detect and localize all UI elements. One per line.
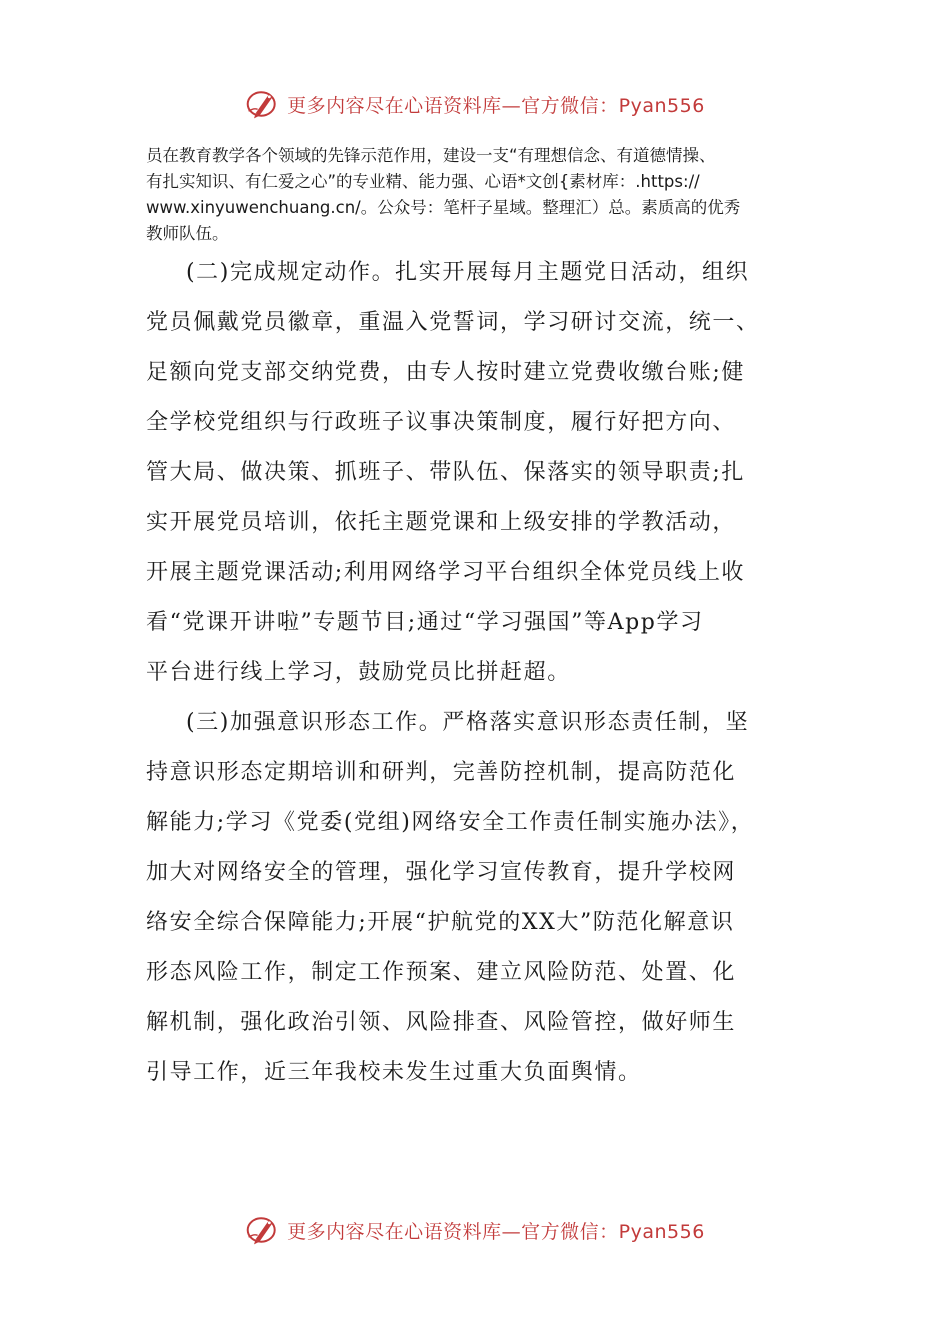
paragraph-line: (三)加强意识形态工作。严格落实意识形态责任制，坚 — [186, 710, 750, 735]
paragraph-line: 形态风险工作，制定工作预案、建立风险防范、处置、化 — [146, 960, 737, 985]
paragraph-line: 开展主题党课活动;利用网络学习平台组织全体党员线上收 — [146, 560, 746, 585]
paragraph-line: 加大对网络安全的管理，强化学习宣传教育，提升学校网 — [146, 860, 737, 885]
paragraph-line: 络安全综合保障能力;开展“护航党的XX大”防范化解意识 — [146, 910, 735, 935]
intro-line: 教师队伍。 — [146, 224, 229, 243]
paragraph-line: 解能力;学习《党委(党组)网络安全工作责任制实施办法》， — [146, 810, 755, 835]
paragraph-line: (二)完成规定动作。扎实开展每月主题党日活动，组织 — [186, 260, 750, 285]
section-3-paragraph — [146, 698, 826, 1098]
paragraph-line: 实开展党员培训，依托主题党课和上级安排的学教活动， — [146, 510, 737, 535]
banner-text: 更多内容尽在心语资料库—官方微信：Pyan556 — [287, 94, 705, 117]
header-banner — [0, 84, 950, 124]
paragraph-line: 全学校党组织与行政班子议事决策制度，履行好把方向、 — [146, 410, 737, 435]
pen-nib-logo-icon — [245, 86, 281, 122]
wechat-handle: Pyan556 — [618, 94, 705, 117]
paragraph-line: 看“党课开讲啦”专题节目;通过“学习强国”等App学习 — [146, 610, 704, 635]
paragraph-line: 引导工作，近三年我校未发生过重大负面舆情。 — [146, 1060, 642, 1085]
paragraph-line: 解机制，强化政治引领、风险排查、风险管控，做好师生 — [146, 1010, 737, 1035]
banner-text: 更多内容尽在心语资料库—官方微信：Pyan556 — [287, 1220, 705, 1243]
paragraph-line: 持意识形态定期培训和研判，完善防控机制，提高防范化 — [146, 760, 737, 785]
footer-banner — [0, 1210, 950, 1250]
intro-line: www.xinyuwenchuang.cn/。公众号：笔杆子星域。整理汇）总。素质高的优秀 — [146, 198, 741, 217]
intro-paragraph — [146, 143, 816, 247]
intro-line: 有扎实知识、有仁爱之心”的专业精、能力强、心语*文创{素材库：.https:// — [146, 172, 700, 191]
wechat-handle: Pyan556 — [618, 1220, 705, 1243]
paragraph-line: 党员佩戴党员徽章，重温入党誓词，学习研讨交流，统一、 — [146, 310, 760, 335]
section-2-paragraph — [146, 248, 826, 698]
paragraph-line: 平台进行线上学习，鼓励党员比拼赶超。 — [146, 660, 571, 685]
paragraph-line: 足额向党支部交纳党费，由专人按时建立党费收缴台账;健 — [146, 360, 746, 385]
intro-line: 员在教育教学各个领域的先锋示范作用，建设一支“有理想信念、有道德情操、 — [146, 146, 716, 165]
pen-nib-logo-icon — [245, 1212, 281, 1248]
paragraph-line: 管大局、做决策、抓班子、带队伍、保落实的领导职责;扎 — [146, 460, 746, 485]
